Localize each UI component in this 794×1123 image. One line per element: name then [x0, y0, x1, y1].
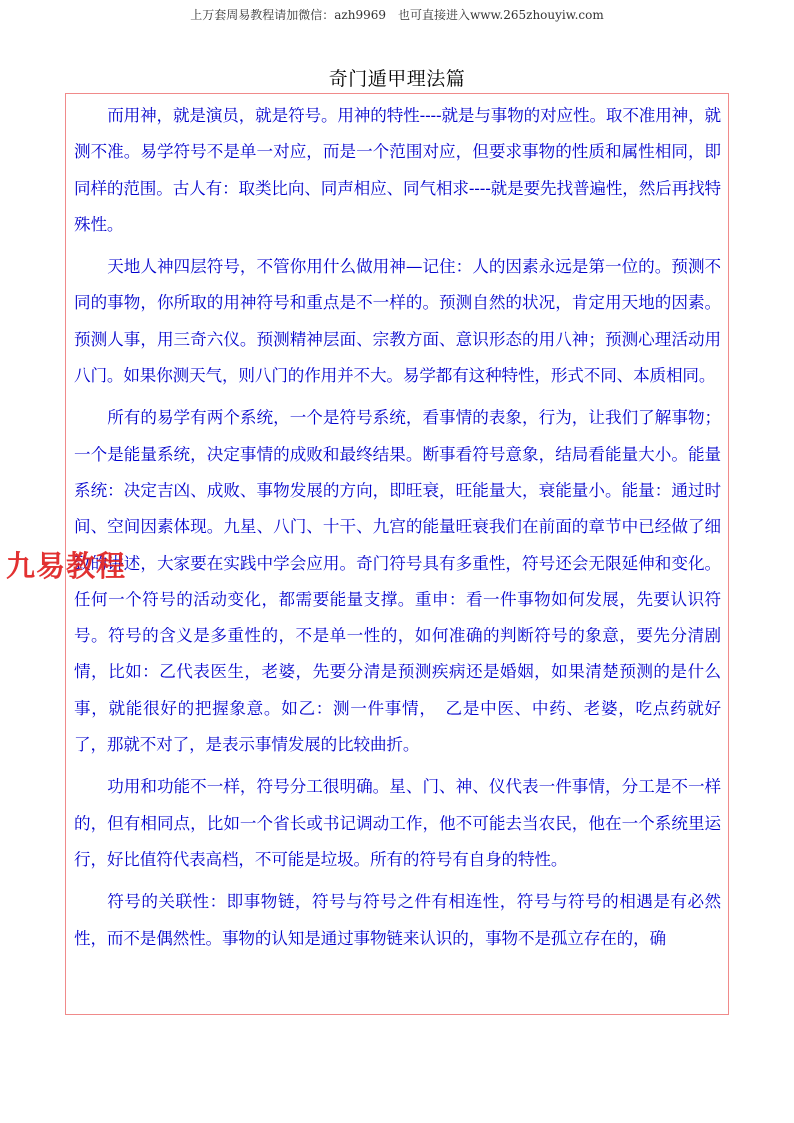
document-title: 奇门遁甲理法篇	[328, 68, 466, 90]
paragraph-5: 符号的关联性：即事物链，符号与符号之件有相连性，符号与符号的相遇是有必然性，而不是偶然性。事物的认知是通过事物链来认识的，事物不是孤立存在的，确	[74, 892, 721, 948]
watermark-logo: 九易教程	[6, 549, 127, 583]
paragraph-1: 而用神，就是演员，就是符号。用神的特性----就是与事物的对应性。取不准用神，就测不准。易学符号不是单一对应，而是一个范围对应，但要求事物的性质和属性相同，即同样的范围。古人有：取类比向、同声相应、同气相求----就是要先找普遍性，然后再找特殊性。	[74, 106, 721, 234]
content-box	[65, 93, 729, 1015]
paragraph-3: 所有的易学有两个系统，一个是符号系统，看事情的表象，行为，让我们了解事物；一个是能量系统，决定事情的成败和最终结果。断事看符号意象，结局看能量大小。能量系统：决定吉凶、成败、事物发展的方向，即旺衰，旺能量大，衰能量小。能量：通过时间、空间因素体现。九星、八门、十干、九宫的能量旺衰我们在前面的章节中已经做了细致的讲述，大家要在实践中学会应用。奇门符号具有多重性，符号还会无限延伸和变化。任何一个符号的活动变化，都需要能量支撑。重申：看一件事物如何发展，先要认识符号。符号的含义是多重性的，不是单一性的，如何准确的判断符号的象意，要先分清剧情，比如：乙代表医生，老婆，先要分清是预测疾病还是婚姻，如果清楚预测的是什么事，就能很好的把握象意。如乙：测一件事情， 乙是中医、中药、老婆，吃点药就好了，那就不对了，是表示事情发展的比较曲折。	[74, 408, 721, 755]
paragraph-2: 天地人神四层符号，不管你用什么做用神—记住：人的因素永远是第一位的。预测不同的事物，你所取的用神符号和重点是不一样的。预测自然的状况，肯定用天地的因素。预测人事，用三奇六仪。预测精神层面、宗教方面、意识形态的用八神；预测心理活动用八门。如果你测天气，则八门的作用并不大。易学都有这种特性，形式不同、本质相同。	[74, 257, 721, 386]
paragraph-4: 功用和功能不一样，符号分工很明确。星、门、神、仪代表一件事情，分工是不一样的，但有相同点，比如一个省长或书记调动工作，他不可能去当农民，他在一个系统里运行，好比值符代表高档，不可能是垃圾。所有的符号有自身的特性。	[74, 777, 721, 869]
header-note: 上万套周易教程请加微信：azh9969 也可直接进入www.265zhouyiw.com	[190, 8, 604, 22]
